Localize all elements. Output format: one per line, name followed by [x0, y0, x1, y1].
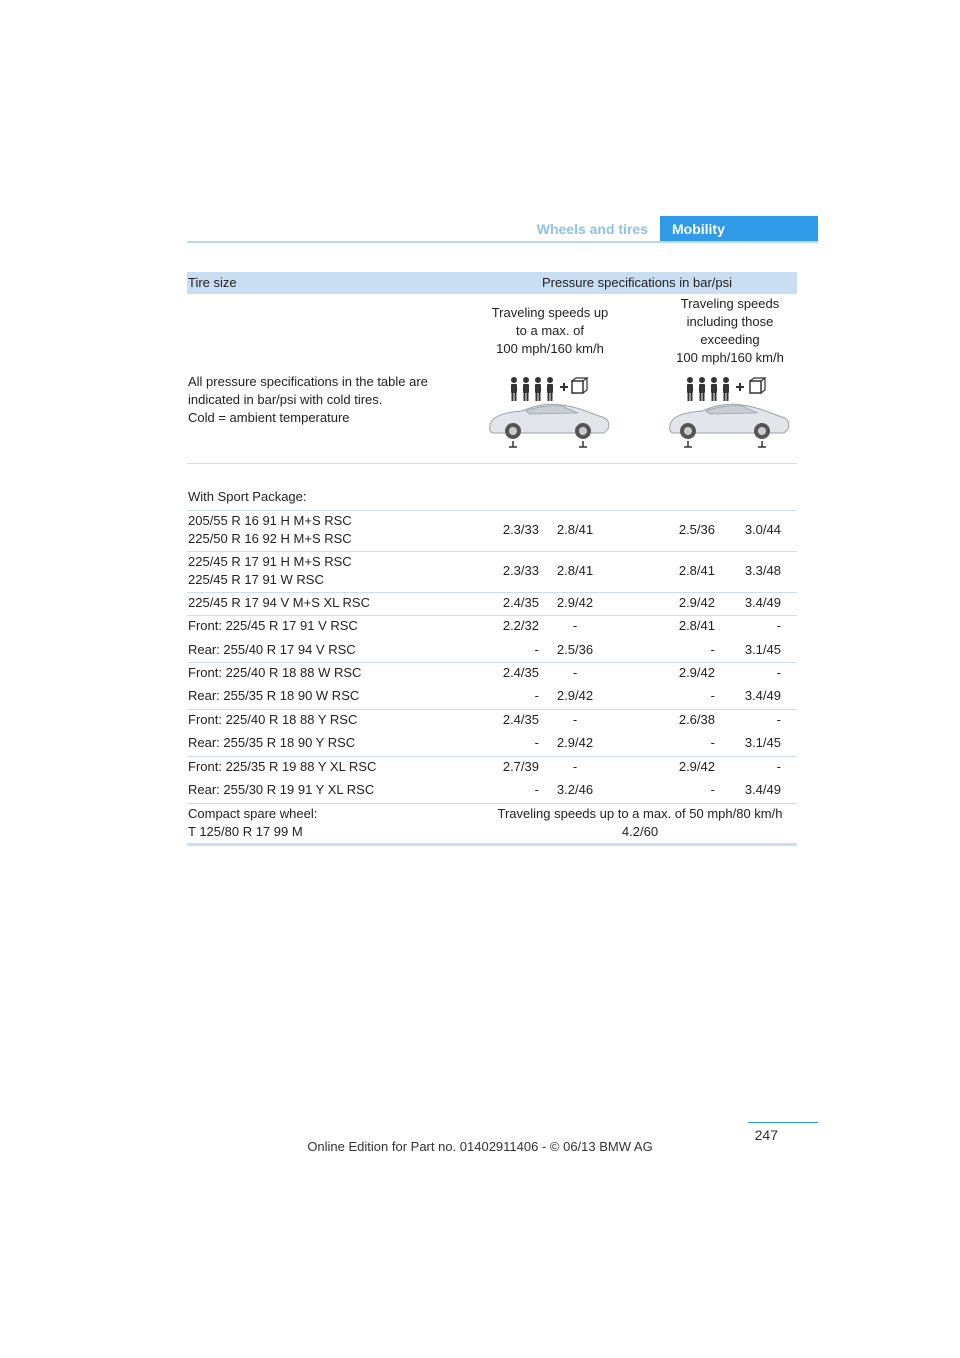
table-bottom-rule — [187, 843, 797, 846]
chapter-tab: Mobility — [660, 216, 818, 242]
car-load-illustration-high — [666, 375, 792, 455]
passengers-icon — [511, 377, 568, 401]
car-icon — [670, 404, 789, 447]
footer-text: Online Edition for Part no. 01402911406 - © 06/13 BMW AG — [307, 1139, 653, 1154]
table-divider — [187, 709, 797, 710]
pressure-header: Pressure specifications in bar/psi — [541, 275, 733, 290]
table-divider — [187, 463, 797, 464]
passengers-icon — [687, 377, 744, 401]
speed-high-heading: Traveling speeds including those exceeding 100 mph/160 km/h — [676, 296, 784, 365]
car-icon — [490, 404, 609, 447]
spare-wheel-pressure: Traveling speeds up to a max. of 50 mph/80 km/h 4.2/60 — [497, 806, 783, 839]
table-divider — [187, 551, 797, 552]
pressure-note: All pressure specifications in the table are indicated in bar/psi with cold tires. Cold = ambient temperature — [188, 374, 428, 425]
table-divider — [187, 662, 797, 663]
luggage-icon — [750, 378, 765, 393]
luggage-icon — [572, 378, 587, 393]
car-load-illustration-low — [486, 375, 612, 455]
table-divider — [187, 615, 797, 616]
table-divider — [187, 592, 797, 593]
page-number-rule — [748, 1122, 818, 1123]
table-divider — [187, 510, 797, 511]
table-divider — [187, 803, 797, 804]
header-rule — [187, 241, 818, 243]
tire-size-header: Tire size — [188, 275, 237, 290]
speed-low-heading: Traveling speeds up to a max. of 100 mph/160 km/h — [491, 305, 609, 356]
table-divider — [187, 756, 797, 757]
page-number: 247 — [754, 1127, 778, 1143]
section-title: Wheels and tires — [536, 221, 648, 237]
table-header — [187, 272, 797, 294]
